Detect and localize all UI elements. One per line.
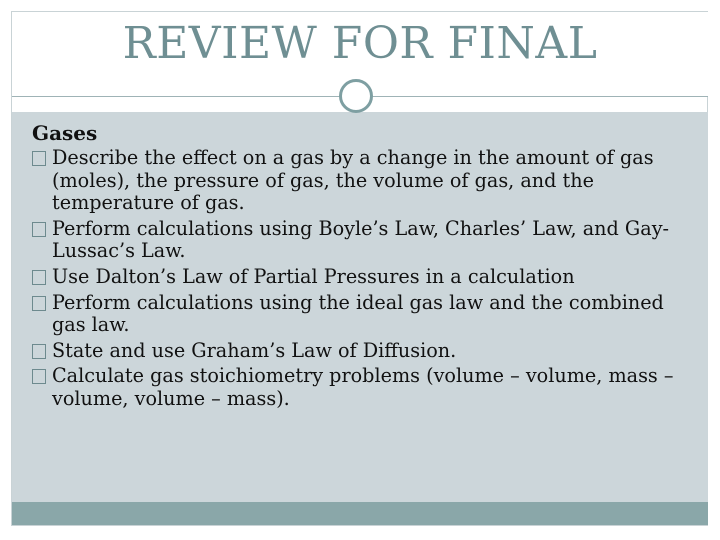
bullet-item <box>32 147 692 215</box>
bullet-item <box>32 218 692 263</box>
bullet-text: Describe the effect on a gas by a change in the amount of gas (moles), the pressure of gas, the volume of gas, and the temperature of gas. <box>52 146 654 215</box>
missing-glyph-box-icon <box>32 222 46 237</box>
missing-glyph-box-icon <box>32 369 46 384</box>
bullet-text: Calculate gas stoichiometry problems (volume – volume, mass – volume, volume – mass). <box>52 364 674 410</box>
missing-glyph-box-icon <box>32 270 46 285</box>
slide-title: REVIEW FOR FINAL <box>122 18 598 69</box>
section-heading: Gases <box>32 121 98 145</box>
bullet-item <box>32 292 692 337</box>
bullet-list <box>32 147 692 411</box>
slide-content <box>32 120 692 414</box>
bullet-text: Perform calculations using Boyle’s Law, Charles’ Law, and Gay-Lussac’s Law. <box>52 216 670 263</box>
bullet-text: Perform calculations using the ideal gas law and the combined gas law. <box>52 290 664 337</box>
missing-glyph-box-icon <box>32 296 46 311</box>
bullet-text: Use Dalton’s Law of Partial Pressures in a calculation <box>52 264 575 288</box>
bullet-text: State and use Graham’s Law of Diffusion. <box>52 338 457 362</box>
ring-ornament-icon <box>339 79 373 113</box>
bullet-item <box>32 266 692 289</box>
missing-glyph-box-icon <box>32 344 46 359</box>
footer-bar <box>12 502 708 525</box>
bullet-item <box>32 340 692 363</box>
missing-glyph-box-icon <box>32 151 46 166</box>
bullet-item <box>32 365 692 410</box>
